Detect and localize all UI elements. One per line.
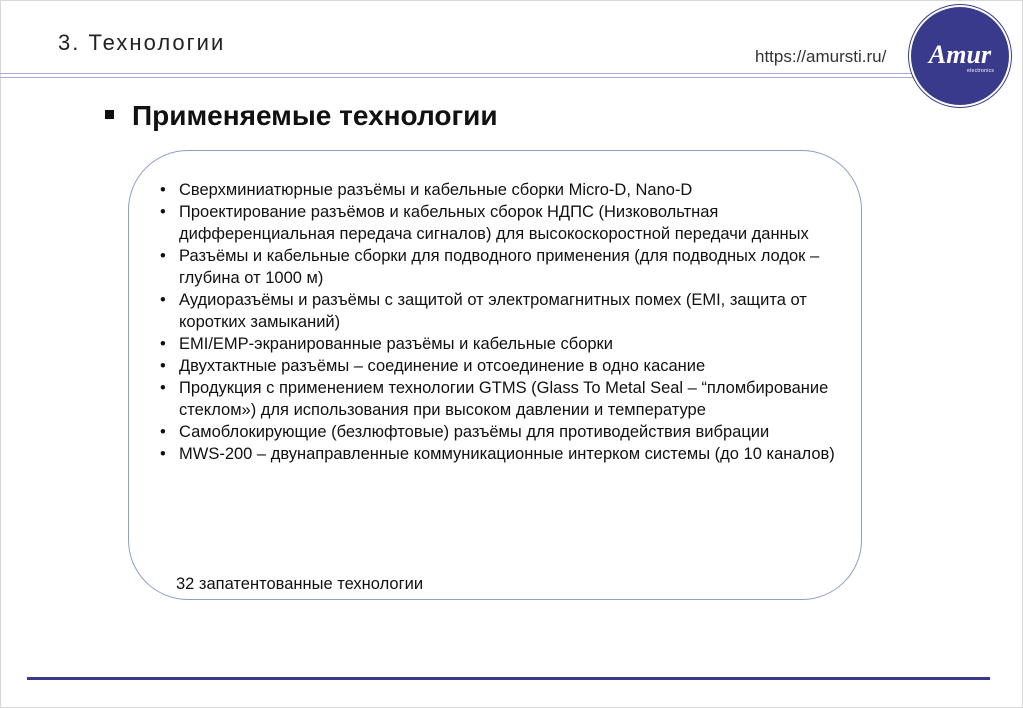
list-item: • Самоблокирующие (безлюфтовые) разъёмы для противодействия вибрации <box>160 421 850 443</box>
list-item: • MWS-200 – двунаправленные коммуникационные интерком системы (до 10 каналов) <box>160 443 850 465</box>
footer-divider <box>27 677 990 680</box>
list-item: • Сверхминиатюрные разъёмы и кабельные сборки Micro-D, Nano-D <box>160 179 850 201</box>
list-item: • EMI/EMP-экранированные разъёмы и кабельные сборки <box>160 333 850 355</box>
list-item: • Продукция с применением технологии GTMS (Glass To Metal Seal – “пломбирование стеклом») для использования при высоком давлении и температуре <box>160 377 850 421</box>
list-item: • Разъёмы и кабельные сборки для подводного применения (для подводных лодок – глубина от 1000 м) <box>160 245 850 289</box>
list-item: • Проектирование разъёмов и кабельных сборок НДПС (Низковольтная дифференциальная передача сигналов) для высокоскоростной передачи данных <box>160 201 850 245</box>
site-url-link[interactable]: https://amursti.ru/ <box>755 47 887 66</box>
logo-brand-text: Amur <box>928 40 992 69</box>
technologies-list <box>160 179 850 465</box>
list-item: • Двухтактные разъёмы – соединение и отсоединение в одно касание <box>160 355 850 377</box>
slide-heading-text: Применяемые технологии <box>132 100 498 131</box>
logo-subtitle: electronics <box>967 68 995 74</box>
amur-logo <box>911 7 1009 105</box>
header-divider-secondary <box>0 77 915 78</box>
section-title: 3. Технологии <box>58 30 226 55</box>
patents-note: 32 запатентованные технологии <box>176 575 424 593</box>
list-item: • Аудиоразъёмы и разъёмы с защитой от электромагнитных помех (EMI, защита от коротких замыканий) <box>160 289 850 333</box>
header-divider <box>0 73 915 74</box>
square-bullet-icon <box>105 110 114 119</box>
slide-heading <box>105 100 498 132</box>
